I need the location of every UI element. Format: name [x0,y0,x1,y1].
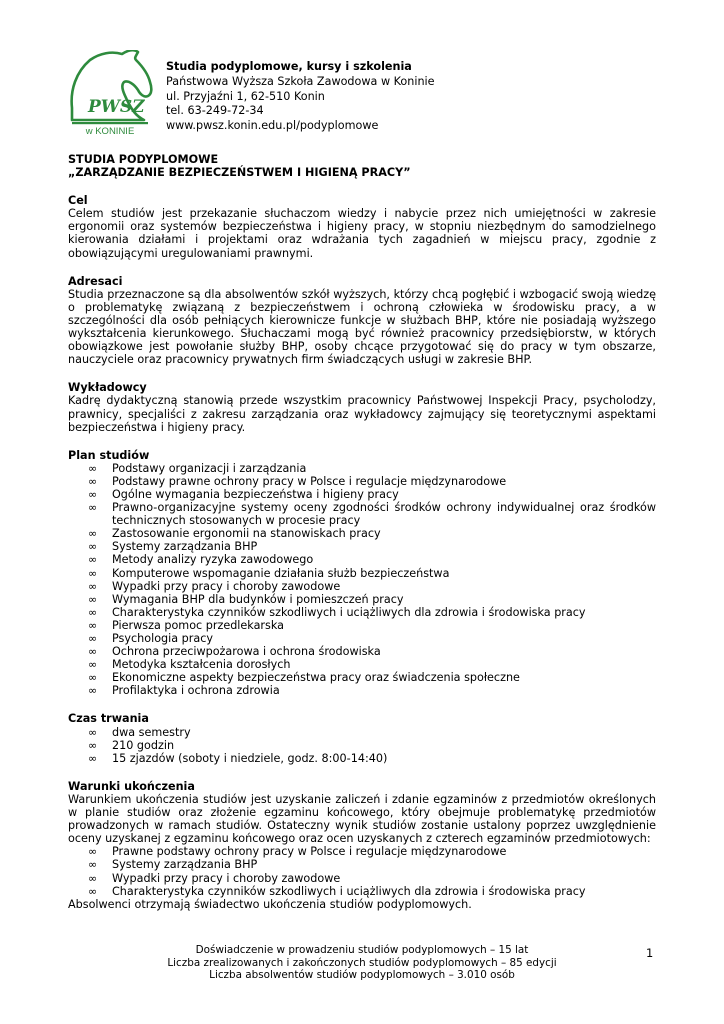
footer-line-editions: Liczba zrealizowanych i zakończonych studiów podyplomowych – 85 edycji [167,956,557,969]
header-school-name: Państwowa Wyższa Szkoła Zawodowa w Koninie [166,74,435,88]
list-item [68,726,656,739]
section-text-warunki: Warunkiem ukończenia studiów jest uzyskanie zaliczeń i zdanie egzaminów z przedmiotów określonych w planie studiów oraz złożenie egzaminu końcowego, który obejmuje problematykę przedmiotów prowadzonych w ramach studiów. Ostateczny wynik studiów zostanie ustalony poprzez uwzględnienie oceny uzyskanej z egzaminu końcowego oraz ocen uzyskanych z czterech egzaminów przedmiotowych: [68,792,656,846]
list-item [68,632,656,645]
list-item-text: Pierwsza pomoc przedlekarska [112,618,285,632]
list-item [68,475,656,488]
section-text-wykladowcy: Kadrę dydaktyczną stanowią przede wszystkim pracownicy Państwowej Inspekcji Pracy, psycholodzy, prawnicy, specjaliści z zakresu zarządzania oraz wykładowcy zajmujący się teoretycznymi aspektami bezpieczeństwa i higieny pracy. [68,394,656,434]
bullet-icon: ∞ [88,461,98,475]
list-item-text: Zastosowanie ergonomii na stanowiskach pracy [112,527,381,541]
list-item-text: 210 godzin [112,738,175,752]
list-item-text: 15 zjazdów (soboty i niedziele, godz. 8:00-14:40) [112,751,388,765]
bullet-icon: ∞ [88,618,98,632]
list-item-text: Prawne podstawy ochrony pracy w Polsce i regulacje międzynarodowe [112,845,507,859]
list-item-text: Charakterystyka czynników szkodliwych i uciążliwych dla zdrowia i środowiska pracy [112,884,586,898]
list-item-text: Charakterystyka czynników szkodliwych i uciążliwych dla zdrowia i środowiska pracy [112,605,586,619]
list-item [68,606,656,619]
list-item [68,684,656,697]
bullet-icon: ∞ [88,871,98,885]
list-item [68,645,656,658]
list-item-text: Wypadki przy pracy i choroby zawodowe [112,579,341,593]
warunki-list [68,845,656,897]
list-item-text: Systemy zarządzania BHP [112,540,258,554]
header-website: www.pwsz.konin.edu.pl/podyplomowe [166,119,379,133]
bullet-icon: ∞ [88,605,98,619]
list-item [68,553,656,566]
list-item [68,872,656,885]
bullet-icon: ∞ [88,527,98,541]
list-item-text: Systemy zarządzania BHP [112,858,258,872]
czas-list [68,726,656,765]
bullet-icon: ∞ [88,632,98,645]
header-phone: tel. 63-249-72-34 [166,104,264,118]
list-item [68,593,656,606]
section-closing-warunki: Absolwenci otrzymają świadectwo ukończenia studiów podyplomowych. [68,897,472,911]
list-item [68,540,656,553]
footer-line-experience: Doświadczenie w prowadzeniu studiów podyplomowych – 15 lat [195,944,529,956]
section-heading-adresaci: Adresaci [68,274,123,288]
section-heading-wykladowcy: Wykładowcy [68,381,147,395]
list-item-text: Psychologia pracy [112,632,213,645]
list-item [68,739,656,752]
logo-text: PWSZ [88,97,145,117]
document-content [68,153,656,911]
bullet-icon: ∞ [88,579,98,593]
bullet-icon: ∞ [88,738,98,752]
title-line-2: „ZARZĄDZANIE BEZPIECZEŃSTWEM I HIGIENĄ PRACY” [68,166,411,180]
bullet-icon: ∞ [88,540,98,554]
list-item-text: Profilaktyka i ochrona zdrowia [112,684,280,698]
header-block [166,60,435,134]
title-line-1: STUDIA PODYPLOMOWE [68,153,219,166]
bullet-icon: ∞ [88,684,98,698]
page-number: 1 [646,946,654,960]
bullet-icon: ∞ [88,845,98,859]
list-item-text: Metodyka kształcenia dorosłych [112,658,291,672]
list-item [68,845,656,858]
list-item [68,752,656,765]
list-item [68,658,656,671]
list-item-text: Podstawy organizacji i zarządzania [112,461,307,475]
section-text-adresaci: Studia przeznaczone są dla absolwentów szkół wyższych, którzy chcą pogłębić i wzbogacić swoją wiedzę o problematykę związaną z bezpieczeństwem i ochroną człowieka w środowisku pracy, a w szczególności dla osób pełniących kierownicze funkcje w służbach BHP, które nie posiadają wyższego wykształcenia kierunkowego. Słuchaczami mogą być również pracownicy przedsiębiorstw, w których obowiązkowe jest powołanie służby BHP, osoby chcące przygotować się do pracy w tym obszarze, nauczyciele oraz pracownicy prywatnych firm świadczących usługi w zakresie BHP. [68,287,656,367]
bullet-icon: ∞ [88,645,98,659]
bullet-icon: ∞ [88,592,98,606]
bullet-icon: ∞ [88,858,98,872]
header-org-title: Studia podyplomowe, kursy i szkolenia [166,60,412,73]
bullet-icon: ∞ [88,487,98,501]
section-heading-cel: Cel [68,194,88,208]
list-item-text: Komputerowe wspomaganie działania służb bezpieczeństwa [112,566,450,580]
list-item-text: Wymagania BHP dla budynków i pomieszczeń pracy [112,592,404,606]
bullet-icon: ∞ [88,658,98,672]
list-item-text: Podstawy prawne ochrony pracy w Polsce i regulacje międzynarodowe [112,474,507,488]
bullet-icon: ∞ [88,725,98,739]
plan-list [68,462,656,698]
list-item [68,671,656,684]
list-item-text: Ekonomiczne aspekty bezpieczeństwa pracy oraz świadczenia społeczne [112,671,520,685]
list-item [68,580,656,593]
list-item [68,462,656,475]
list-item-text: dwa semestry [112,725,191,739]
list-item [68,858,656,871]
footer [0,944,724,982]
section-heading-czas: Czas trwania [68,712,149,726]
section-heading-plan: Plan studiów [68,448,150,462]
header-address: ul. Przyjaźni 1, 62-510 Konin [166,89,325,103]
list-item [68,501,656,527]
list-item-text: Wypadki przy pracy i choroby zawodowe [112,871,341,885]
pwsz-logo [66,50,154,138]
section-text-cel: Celem studiów jest przekazanie słuchaczom wiedzy i nabycie przez nich umiejętności w zakresie ergonomii oraz systemów bezpieczeństwa i higieny pracy, w stopniu niezbędnym do samodzielnego kierowania działami i projektami oraz wdrażania tych zagadnień w miejscu pracy, zgodnie z obowiązującymi uregulowaniami prawnymi. [68,207,656,260]
list-item [68,527,656,540]
list-item-text: Prawno-organizacyjne systemy oceny zgodności środków ochrony indywidualnej oraz środków technicznych stosowanych w procesie pracy [112,501,656,528]
bullet-icon: ∞ [88,566,98,580]
list-item [68,885,656,898]
bullet-icon: ∞ [88,751,98,765]
footer-line-graduates: Liczba absolwentów studiów podyplomowych – 3.010 osób [209,969,515,982]
logo-subtext: w KONINIE [85,126,135,137]
bullet-icon: ∞ [88,553,98,567]
bullet-icon: ∞ [88,474,98,488]
bullet-icon: ∞ [88,884,98,898]
list-item [68,619,656,632]
section-heading-warunki: Warunki ukończenia [68,779,195,793]
list-item-text: Ogólne wymagania bezpieczeństwa i higieny pracy [112,487,399,501]
list-item [68,488,656,501]
list-item [68,567,656,580]
bullet-icon: ∞ [88,671,98,685]
list-item-text: Ochrona przeciwpożarowa i ochrona środowiska [112,645,381,659]
bullet-icon: ∞ [88,501,98,515]
list-item-text: Metody analizy ryzyka zawodowego [112,553,314,567]
